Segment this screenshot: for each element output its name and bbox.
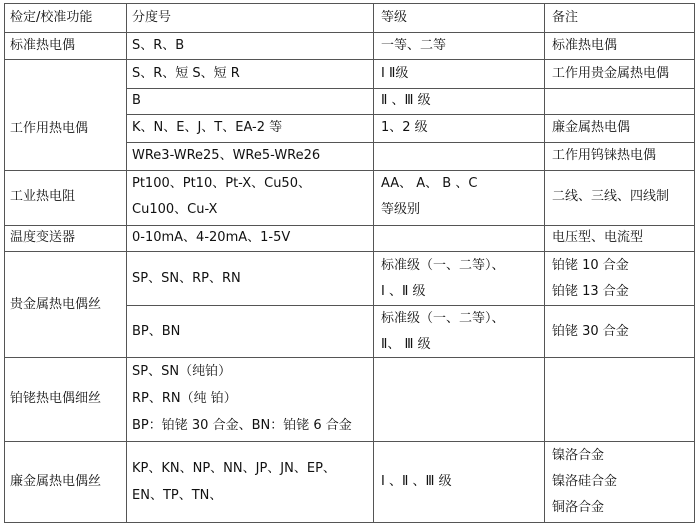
column-divider bbox=[126, 3, 127, 523]
index-cell: RP、RN（纯 铂） bbox=[132, 391, 237, 406]
index-cell: Pt100、Pt10、Pt-X、Cu50、 bbox=[132, 176, 311, 191]
index-cell: Cu100、Cu-X bbox=[132, 202, 218, 217]
index-cell: SP、SN、RP、RN bbox=[132, 271, 241, 286]
table-border-right bbox=[694, 3, 695, 523]
index-cell: BP：铂铑 30 合金、BN：铂铑 6 合金 bbox=[132, 418, 352, 433]
note-cell: 电压型、电流型 bbox=[552, 230, 644, 245]
index-cell: 0-10mA、4-20mA、1-5V bbox=[132, 230, 291, 245]
column-divider bbox=[544, 3, 545, 523]
function-cell: 标准热电偶 bbox=[10, 38, 76, 53]
row-divider bbox=[126, 305, 694, 306]
table-border-bottom bbox=[4, 522, 694, 523]
header-grade: 等级 bbox=[381, 10, 408, 25]
row-divider bbox=[4, 59, 694, 60]
grade-cell: 1、2 级 bbox=[381, 120, 428, 135]
grade-cell: 标准级（一、二等）、 bbox=[381, 311, 505, 326]
row-divider bbox=[126, 142, 694, 143]
note-cell: 工作用贵金属热电偶 bbox=[552, 66, 670, 81]
index-cell: EN、TP、TN、 bbox=[132, 488, 223, 503]
note-cell: 铜洛合金 bbox=[552, 500, 605, 515]
row-divider bbox=[4, 32, 694, 33]
function-cell: 工业热电阻 bbox=[10, 189, 76, 204]
note-cell: 二线、三线、四线制 bbox=[552, 189, 670, 204]
function-cell: 廉金属热电偶丝 bbox=[10, 474, 102, 489]
row-divider bbox=[4, 251, 694, 252]
row-divider bbox=[4, 225, 694, 226]
row-divider bbox=[4, 170, 694, 171]
table-border-left bbox=[4, 3, 5, 523]
note-cell: 工作用钨铼热电偶 bbox=[552, 148, 657, 163]
column-divider bbox=[373, 3, 374, 523]
header-function: 检定/校准功能 bbox=[10, 10, 93, 25]
row-divider bbox=[4, 441, 694, 442]
index-cell: KP、KN、NP、NN、JP、JN、EP、 bbox=[132, 461, 336, 476]
row-divider bbox=[126, 114, 694, 115]
note-cell: 铂铑 30 合金 bbox=[552, 324, 629, 339]
grade-cell: 标准级（一、二等）、 bbox=[381, 258, 505, 273]
row-divider bbox=[126, 88, 694, 89]
function-cell: 温度变送器 bbox=[10, 230, 76, 245]
grade-cell: AA、 A、 B 、C bbox=[381, 176, 478, 191]
function-cell: 铂铑热电偶细丝 bbox=[10, 391, 102, 406]
note-cell: 镍洛合金 bbox=[552, 448, 605, 463]
function-cell: 贵金属热电偶丝 bbox=[10, 297, 102, 312]
grade-cell: Ⅰ Ⅱ级 bbox=[381, 66, 409, 81]
grade-cell: 等级别 bbox=[381, 202, 421, 217]
row-divider bbox=[4, 357, 694, 358]
index-cell: S、R、短 S、短 R bbox=[132, 66, 240, 81]
index-cell: K、N、E、J、T、EA-2 等 bbox=[132, 120, 283, 135]
grade-cell: Ⅱ 、Ⅲ 级 bbox=[381, 93, 431, 108]
grade-cell: Ⅰ 、Ⅱ 级 bbox=[381, 284, 426, 299]
grade-cell: Ⅱ、 Ⅲ 级 bbox=[381, 337, 431, 352]
index-cell: B bbox=[132, 93, 141, 108]
index-cell: BP、BN bbox=[132, 324, 181, 339]
index-cell: WRe3-WRe25、WRe5-WRe26 bbox=[132, 148, 321, 163]
grade-cell: 一等、二等 bbox=[381, 38, 447, 53]
note-cell: 铂铑 10 合金 bbox=[552, 258, 629, 273]
table-border-top bbox=[4, 3, 694, 4]
header-index: 分度号 bbox=[132, 10, 172, 25]
index-cell: S、R、B bbox=[132, 38, 185, 53]
note-cell: 廉金属热电偶 bbox=[552, 120, 631, 135]
note-cell: 镍洛硅合金 bbox=[552, 474, 618, 489]
header-note: 备注 bbox=[552, 10, 579, 25]
note-cell: 铂铑 13 合金 bbox=[552, 284, 629, 299]
note-cell: 标准热电偶 bbox=[552, 38, 618, 53]
index-cell: SP、SN（纯铂） bbox=[132, 364, 232, 379]
function-cell: 工作用热电偶 bbox=[10, 121, 89, 136]
grade-cell: Ⅰ 、Ⅱ 、Ⅲ 级 bbox=[381, 474, 452, 489]
